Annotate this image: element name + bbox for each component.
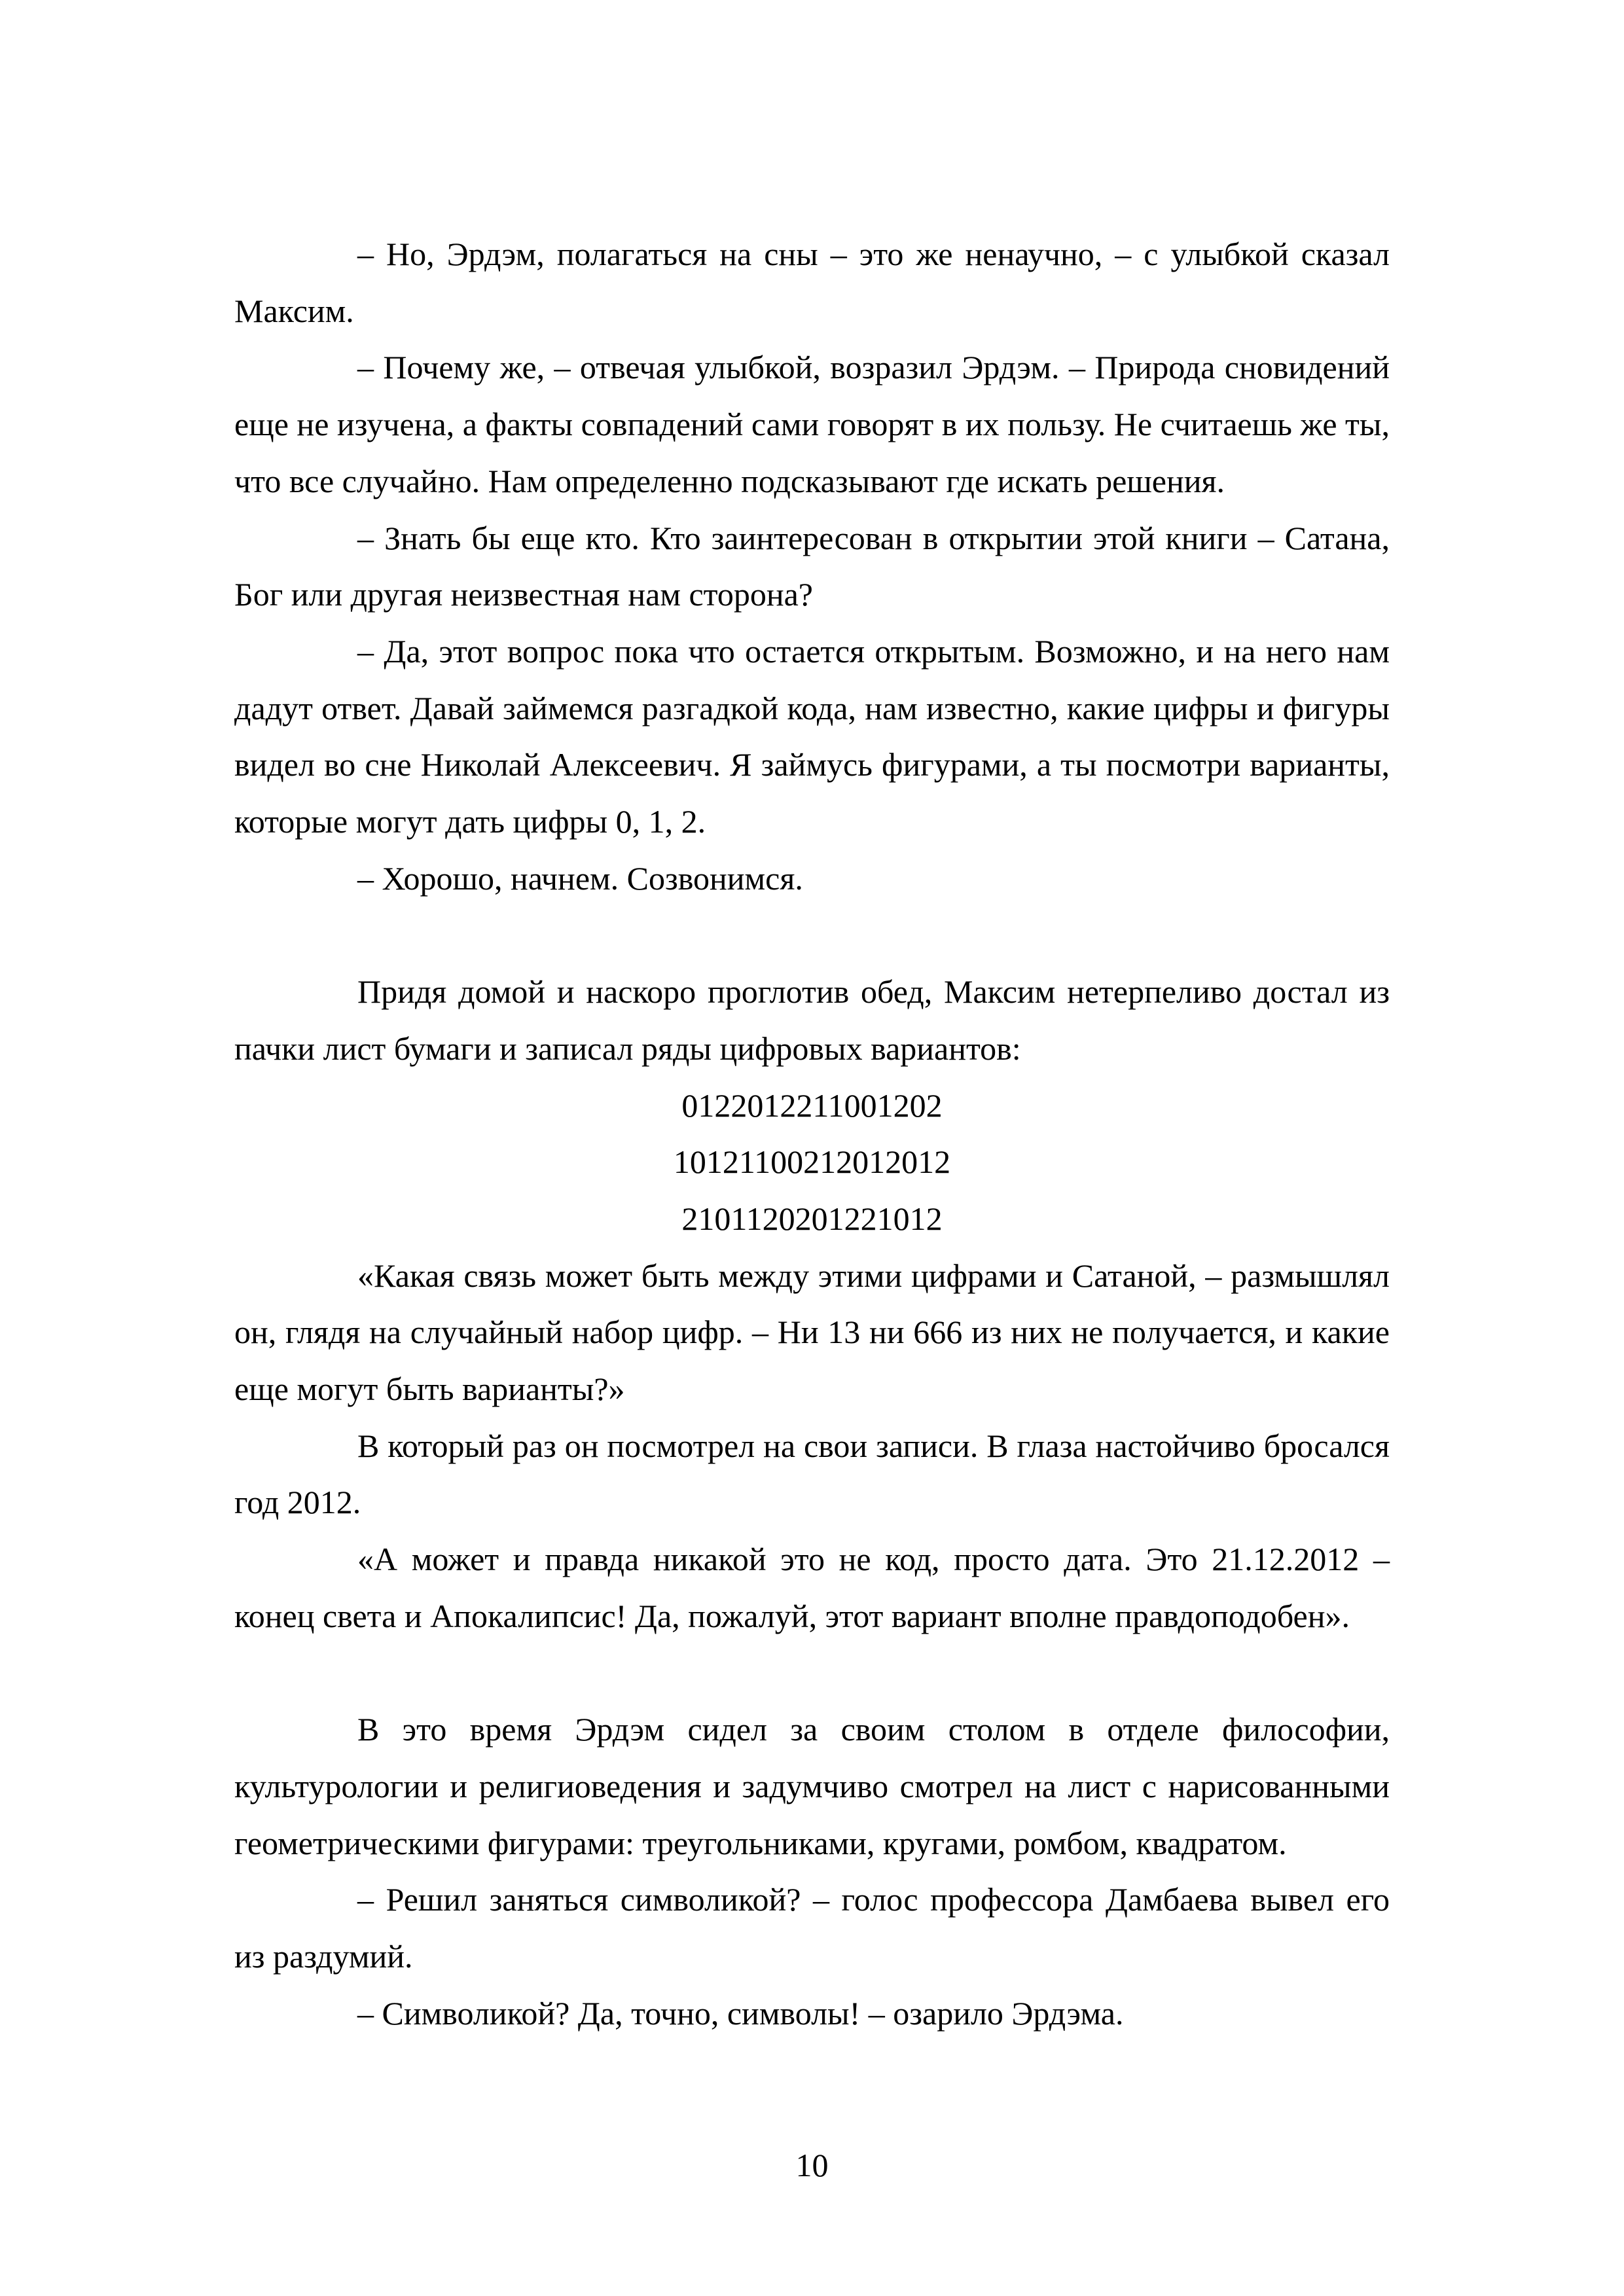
paragraph: «Какая связь может быть между этими цифрами и Сатаной, – размышлял он, глядя на случайный набор цифр. – Ни 13 ни 666 из них не получается, и какие еще могут быть варианты?» bbox=[234, 1257, 1390, 1408]
paragraph: – Знать бы еще кто. Кто заинтересован в открытии этой книги – Сатана, Бог или другая неизвестная нам сторона? bbox=[234, 519, 1390, 613]
paragraph: – Хорошо, начнем. Созвонимся. bbox=[357, 859, 803, 897]
paragraph: – Почему же, – отвечая улыбкой, возразил Эрдэм. – Природа сновидений еще не изучена, а факты совпадений сами говорят в их пользу. Не считаешь же ты, что все случайно. Нам определенно подсказывают где искать решения. bbox=[234, 349, 1390, 499]
page-body bbox=[234, 226, 1390, 2041]
paragraph: – Но, Эрдэм, полагаться на сны – это же ненаучно, – с улыбкой сказал Максим. bbox=[234, 236, 1390, 329]
paragraph: – Символикой? Да, точно, символы! – озарило Эрдэма. bbox=[357, 1994, 1124, 2032]
paragraph: – Да, этот вопрос пока что остается открытым. Возможно, и на него нам дадут ответ. Давай займемся разгадкой кода, нам известно, какие цифры и фигуры видел во сне Николай Алексеевич. Я займусь фигурами, а ты посмотри варианты, которые могут дать цифры 0, 1, 2. bbox=[234, 632, 1390, 840]
page-number: 10 bbox=[795, 2147, 829, 2183]
section-break bbox=[234, 1645, 1390, 1702]
paragraph: В который раз он посмотрел на свои записи. В глаза настойчиво бросался год 2012. bbox=[234, 1427, 1390, 1521]
paragraph: «А может и правда никакой это не код, просто дата. Это 21.12.2012 – конец света и Апокалипсис! Да, пожалуй, этот вариант вполне правдоподобен». bbox=[234, 1541, 1390, 1634]
paragraph: – Решил заняться символикой? – голос профессора Дамбаева вывел его из раздумий. bbox=[234, 1881, 1390, 1975]
digit-sequence: 0122012211001202 bbox=[681, 1086, 943, 1124]
paragraph: В это время Эрдэм сидел за своим столом в отделе философии, культурологии и религиоведения и задумчиво смотрел на лист с нарисованными геометрическими фигурами: треугольниками, кругами, ромбом, квадратом. bbox=[234, 1711, 1390, 1861]
section-break bbox=[234, 906, 1390, 963]
digit-sequence: 10121100212012012 bbox=[673, 1143, 951, 1181]
digit-sequence: 2101120201221012 bbox=[681, 1200, 943, 1237]
paragraph: Придя домой и наскоро проглотив обед, Максим нетерпеливо достал из пачки лист бумаги и записал ряды цифровых вариантов: bbox=[234, 973, 1390, 1067]
